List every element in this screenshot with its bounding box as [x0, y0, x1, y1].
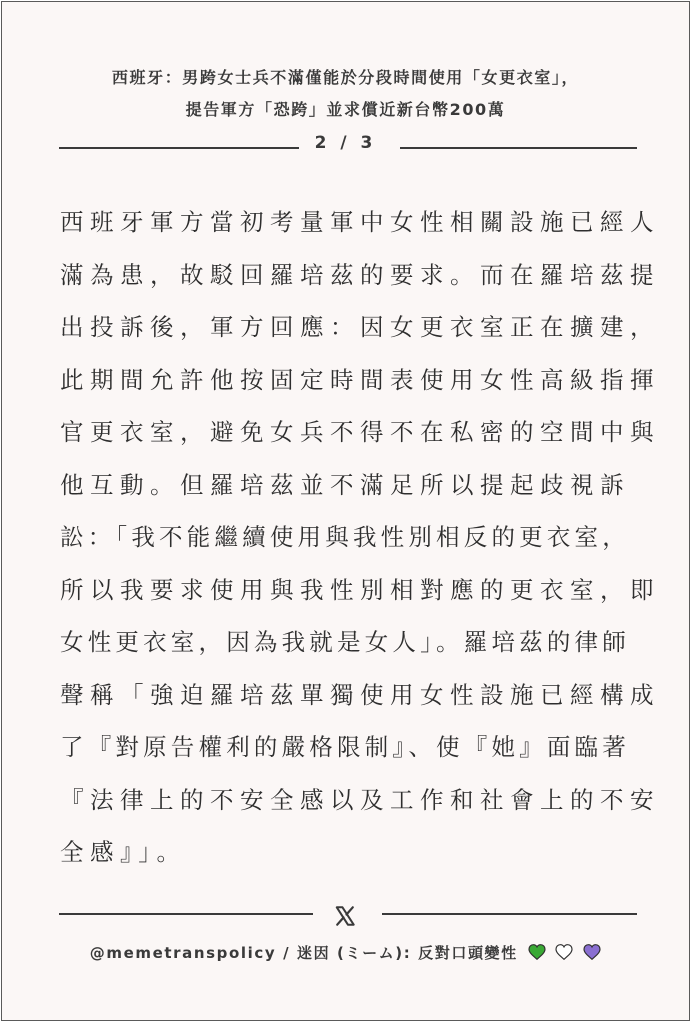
footer-credit — [2, 942, 689, 963]
article-line: 所以我要求使用與我性別相對應的更衣室，即 — [60, 575, 660, 604]
x-logo-icon — [334, 905, 356, 927]
divider-right-bottom — [382, 913, 637, 915]
article-line: 此期間允許他按固定時間表使用女性高級指揮 — [60, 365, 660, 394]
article-line: 官更衣室，避免女兵不得不在私密的空間中與 — [60, 418, 660, 446]
article-line: 出投訴後，軍方回應：因女更衣室正在擴建， — [60, 313, 660, 341]
purple-heart-icon — [583, 944, 601, 960]
title-line-1: 西班牙：男跨女士兵不滿僅能於分段時間使用「女更衣室」， — [111, 68, 580, 87]
page-indicator: 2 / 3 — [314, 133, 377, 153]
article-line: 西班牙軍方當初考量軍中女性相關設施已經人 — [60, 208, 660, 236]
post-title — [2, 62, 689, 126]
credit-text: @memetranspolicy / 迷因 (ミーム): 反對口頭變性 — [89, 944, 518, 962]
article-line: 全感』」。 — [60, 838, 187, 866]
white-heart-icon — [555, 944, 573, 960]
article-line: 聲稱「強迫羅培茲單獨使用女性設施已經構成 — [60, 680, 660, 709]
article-line: 他互動。但羅培茲並不滿足所以提起歧視訴 — [60, 470, 630, 499]
post-card — [1, 1, 690, 1021]
article-line: 滿為患，故駁回羅培茲的要求。而在羅培茲提 — [60, 260, 660, 289]
article-line: 了『對原告權利的嚴格限制』、使『她』面臨著 — [60, 733, 630, 761]
article-line: 訟：「我不能繼續使用與我性別相反的更衣室， — [60, 523, 630, 551]
article-line: 『法律上的不安全感以及工作和社會上的不安 — [60, 785, 660, 814]
divider-left-bottom — [59, 913, 313, 915]
divider-right-top — [400, 147, 637, 149]
green-heart-icon — [528, 944, 546, 960]
title-line-2: 提告軍方「恐跨」並求償近新台幣200萬 — [185, 100, 506, 119]
article-line: 女性更衣室，因為我就是女人」。羅培茲的律師 — [60, 628, 630, 656]
article-body — [60, 196, 660, 879]
